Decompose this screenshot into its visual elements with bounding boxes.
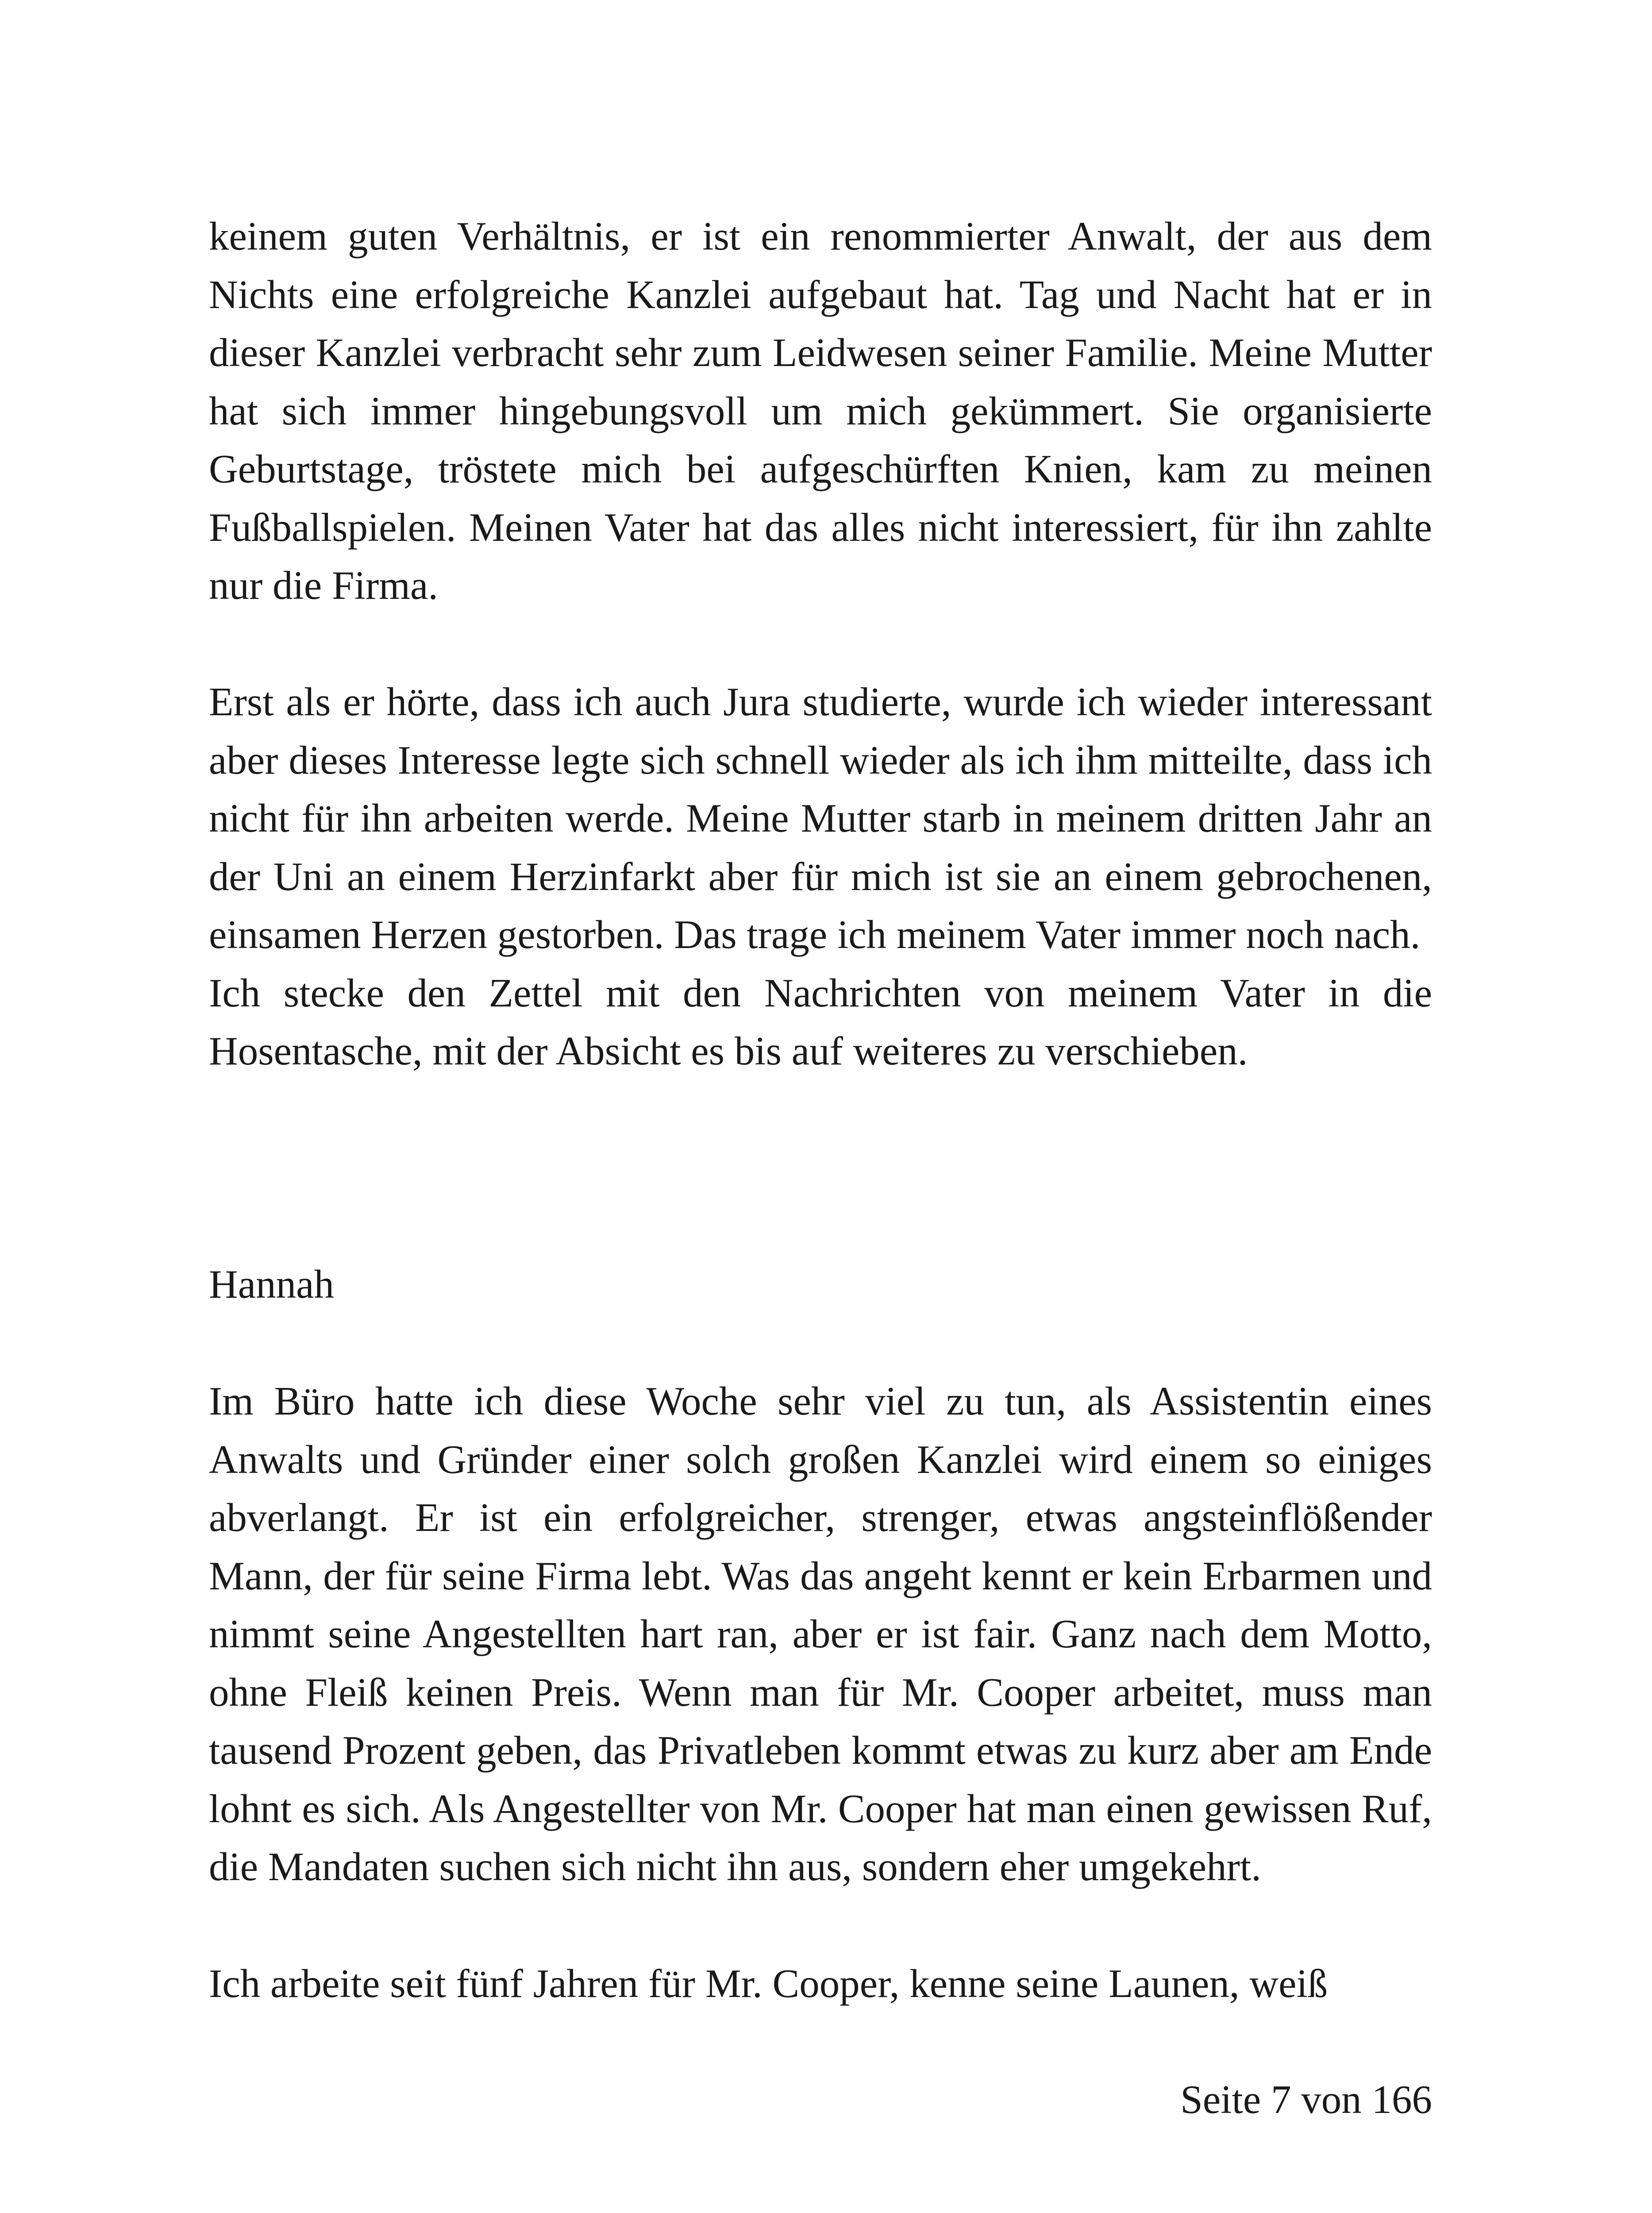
paragraph-father-relationship: keinem guten Verhältnis, er ist ein renommierter Anwalt, der aus dem Nichts eine erfolgreiche Kanzlei aufgebaut hat. Tag und Nacht hat er in dieser Kanzlei verbracht sehr zum Leidwesen seiner Familie. Meine Mutter hat sich immer hingebungsvoll um mich gekümmert. Sie organisierte Geburtstage, tröstete mich bei aufgeschürften Knien, kam zu meinen Fußballspielen. Meinen Vater hat das alles nicht interessiert, für ihn zahlte nur die Firma. <box>209 214 1432 608</box>
section-heading-hannah: Hannah <box>209 1262 334 1307</box>
paragraph-five-years: Ich arbeite seit fünf Jahren für Mr. Cooper, kenne seine Launen, weiß <box>209 1961 1328 2006</box>
paragraph-office-work: Im Büro hatte ich diese Woche sehr viel zu tun, als Assistentin eines Anwalts und Gründer einer solch großen Kanzlei wird einem so einiges abverlangt. Er ist ein erfolgreicher, strenger, etwas angsteinflößender Mann, der für seine Firma lebt. Was das angeht kennt er kein Erbarmen und nimmt seine Angestellten hart ran, aber er ist fair. Ganz nach dem Motto, ohne Fleiß keinen Preis. Wenn man für Mr. Cooper arbeitet, muss man tausend Prozent geben, das Privatleben kommt etwas zu kurz aber am Ende lohnt es sich. Als Angestellter von Mr. Cooper hat man einen gewissen Ruf, die Mandaten suchen sich nicht ihn aus, sondern eher umgekehrt. <box>209 1379 1432 1889</box>
paragraph-mother-death: Erst als er hörte, dass ich auch Jura studierte, wurde ich wieder interessant aber dieses Interesse legte sich schnell wieder als ich ihm mitteilte, dass ich nicht für ihn arbeiten werde. Meine Mutter starb in meinem dritten Jahr an der Uni an einem Herzinfarkt aber für mich ist sie an einem gebrochenen, einsamen Herzen gestorben. Das trage ich meinem Vater immer noch nach. Ich stecke den Zettel mit den Nachrichten von meinem Vater in die Hosentasche, mit der Absicht es bis auf weiteres zu verschieben. <box>209 679 1432 1073</box>
page-number: Seite 7 von 166 <box>1180 2077 1432 2122</box>
